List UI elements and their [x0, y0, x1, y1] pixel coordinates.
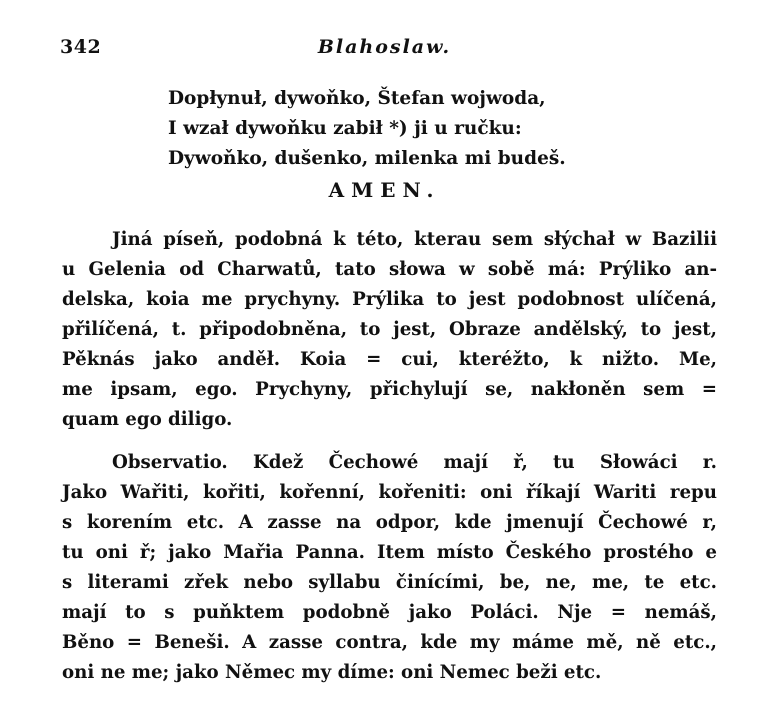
text-line: přilíčená, t. připodobněna, to jest, Obraze andělský, to jest,: [62, 319, 717, 340]
poem-line: Dopłynuł, dywoňko, Štefan wojwoda,: [168, 88, 546, 109]
text-line: delska, koia me prychyny. Prýlika to jest podobnost ulíčená,: [62, 289, 717, 310]
page-number: 342: [60, 36, 102, 58]
text-line: Běno = Beneši. A zasse contra, kde my máme mě, ně etc.,: [62, 632, 717, 653]
text-line: tu oni ř; jako Mařia Panna. Item místo Českého prostého e: [62, 542, 717, 563]
text-line: u Gelenia od Charwatů, tato słowa w sobě má: Prýliko an-: [62, 259, 717, 280]
running-title: Blahoslaw.: [317, 36, 452, 58]
text-line: oni ne me; jako Němec my díme: oni Nemec beži etc.: [62, 662, 602, 683]
text-line: s korením etc. A zasse na odpor, kde jmenují Čechowé r,: [62, 512, 717, 533]
text-line: Jako Wařiti, kořiti, kořenní, kořeniti: oni říkají Wariti repu: [62, 482, 717, 503]
paragraph-song-explanation: [62, 225, 717, 435]
text-line: Jiná píseň, podobná k této, kterau sem słýchał w Bazilii: [112, 229, 717, 250]
text-line: Observatio. Kdež Čechowé mají ř, tu Słowáci r.: [112, 452, 717, 473]
poem-block: [168, 84, 708, 174]
poem-line: I wzał dywoňku zabił *) ji u ručku:: [168, 118, 522, 139]
text-line: mají to s puňktem podobně jako Poláci. Nje = nemáš,: [62, 602, 717, 623]
text-line: s literami zřek nebo syllabu činícími, be, ne, me, te etc.: [62, 572, 717, 593]
text-line: me ipsam, ego. Prychyny, přichylují se, nakłoněn sem =: [62, 379, 717, 400]
poem-line: Dywoňko, dušenko, milenka mi budeš.: [168, 148, 566, 169]
text-line: Pěknás jako anděł. Koia = cui, kteréžto, k nižto. Me,: [62, 349, 717, 370]
paragraph-observatio: [62, 448, 717, 688]
page-header: [60, 36, 709, 66]
amen-heading: AMEN.: [328, 178, 441, 202]
text-line: quam ego diligo.: [62, 409, 233, 430]
